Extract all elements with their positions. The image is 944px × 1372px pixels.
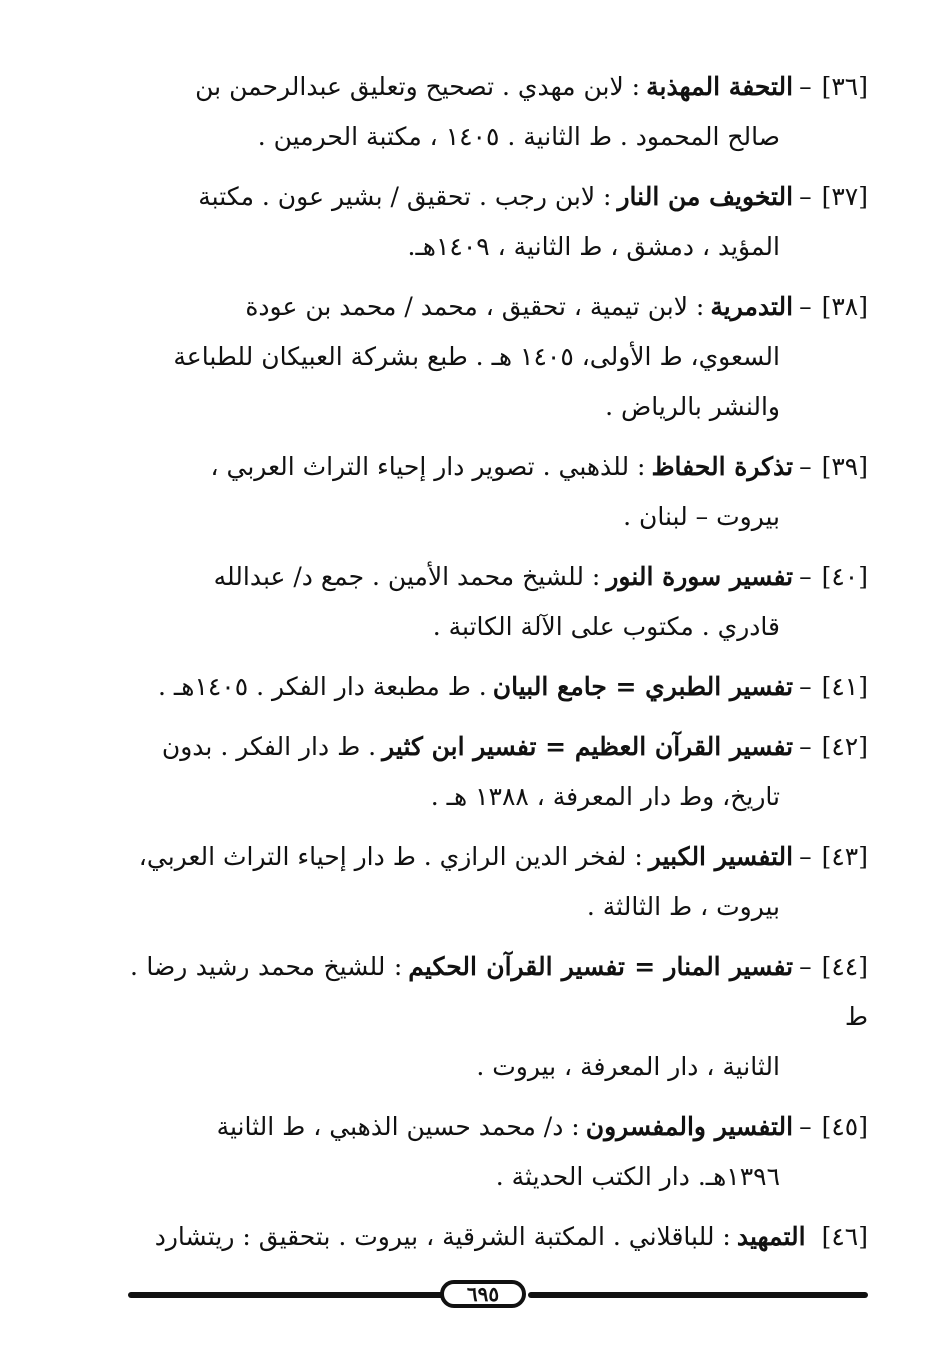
entry-title: التحفة المهذبة [646,72,794,101]
bibliography-entry [130,832,868,932]
entry-number: [٤٣] [821,842,868,871]
bibliography-entry [130,442,868,542]
entry-description: : لابن رجب . تحقيق / بشير عون . مكتبة [198,182,612,211]
entry-dash: – [799,732,812,761]
entry-continuation: صالح المحمود . ط الثانية . ١٤٠٥ ، مكتبة الحرمين . [257,122,780,151]
entry-description: : لابن تيمية ، تحقيق ، محمد / محمد بن عودة [245,292,705,321]
entry-description: : للباقلاني . المكتبة الشرقية ، بيروت . بتحقيق : ريتشارد [154,1222,731,1251]
entry-number: [٤٢] [821,732,868,761]
entry-dash: – [799,842,812,871]
entry-description: : للذهبي . تصوير دار إحياء التراث العربي ، [210,452,646,481]
page-number: ٦٩٥ [440,1280,526,1308]
entry-number: [٣٨] [821,292,868,321]
bibliography-entry [130,1102,868,1202]
entry-dash: – [799,72,812,101]
entry-number: [٤٠] [821,562,868,591]
entry-title: التمهيد [736,1222,806,1251]
entry-title: التفسير الكبير [648,842,794,871]
bibliography-entry [130,662,868,712]
entry-dash: – [799,1112,812,1141]
entry-number: [٤٥] [821,1112,868,1141]
bibliography-page [130,62,868,1272]
entry-number: [٤٦] [821,1222,868,1251]
entry-description: . ط مطبعة دار الفكر . ١٤٠٥هـ . [158,672,487,701]
entry-title: تفسير الطبري = جامع البيان [492,672,794,701]
entry-title: تفسير المنار = تفسير القرآن الحكيم [408,952,794,981]
bibliography-entry [130,1212,868,1262]
footer-rule-right [528,1292,868,1298]
entry-continuation: بيروت – لبنان . [623,502,780,531]
entry-dash: – [799,952,812,981]
entry-number: [٤١] [821,672,868,701]
entry-description: : للشيخ محمد رشيد رضا . ط [130,952,868,1031]
entry-description: : لابن مهدي . تصحيح وتعليق عبدالرحمن بن [195,72,641,101]
page-footer [128,1280,868,1310]
bibliography-entry [130,172,868,272]
footer-rule-left [128,1292,446,1298]
bibliography-entry [130,552,868,652]
entry-number: [٤٤] [821,952,868,981]
entry-number: [٣٩] [821,452,868,481]
bibliography-entry [130,282,868,432]
entry-description: : لفخر الدين الرازي . ط دار إحياء التراث العربي، [138,842,643,871]
entry-dash: – [799,182,812,211]
bibliography-entry [130,62,868,162]
bibliography-entry [130,942,868,1092]
entry-description: : د/ محمد حسين الذهبي ، ط الثانية [216,1112,580,1141]
entry-continuation: الثانية ، دار المعرفة ، بيروت . [476,1052,780,1081]
entry-continuation: المؤيد ، دمشق ، ط الثانية ، ١٤٠٩هـ. [407,232,780,261]
entry-title: تذكرة الحفاظ [651,452,794,481]
entry-title: التفسير والمفسرون [585,1112,794,1141]
entry-continuation: قادري . مكتوب على الآلة الكاتبة . [432,612,780,641]
entry-number: [٣٧] [821,182,868,211]
entry-title: تفسير سورة النور [606,562,794,591]
entry-description: : للشيخ محمد الأمين . جمع د/ عبدالله [213,562,601,591]
entry-dash: – [799,292,812,321]
entry-continuation: بيروت ، ط الثالثة . [586,892,780,921]
entry-continuation: السعوي، ط الأولى، ١٤٠٥ هـ . طبع بشركة العبيكان للطباعة [173,342,780,371]
bibliography-entry [130,722,868,822]
entry-dash: – [799,452,812,481]
entry-title: التخويف من النار [617,182,794,211]
entry-continuation: ١٣٩٦هـ. دار الكتب الحديثة . [495,1162,780,1191]
entry-dash: – [799,562,812,591]
entry-dash: – [799,672,812,701]
entry-number: [٣٦] [821,72,868,101]
entry-continuation: تاريخ، وط دار المعرفة ، ١٣٨٨ هـ . [430,782,780,811]
entry-description: . ط دار الفكر . بدون [161,732,377,761]
entry-title: التدمرية [710,292,794,321]
entry-title: تفسير القرآن العظيم = تفسير ابن كثير [382,732,794,761]
entry-continuation: والنشر بالرياض . [605,392,780,421]
